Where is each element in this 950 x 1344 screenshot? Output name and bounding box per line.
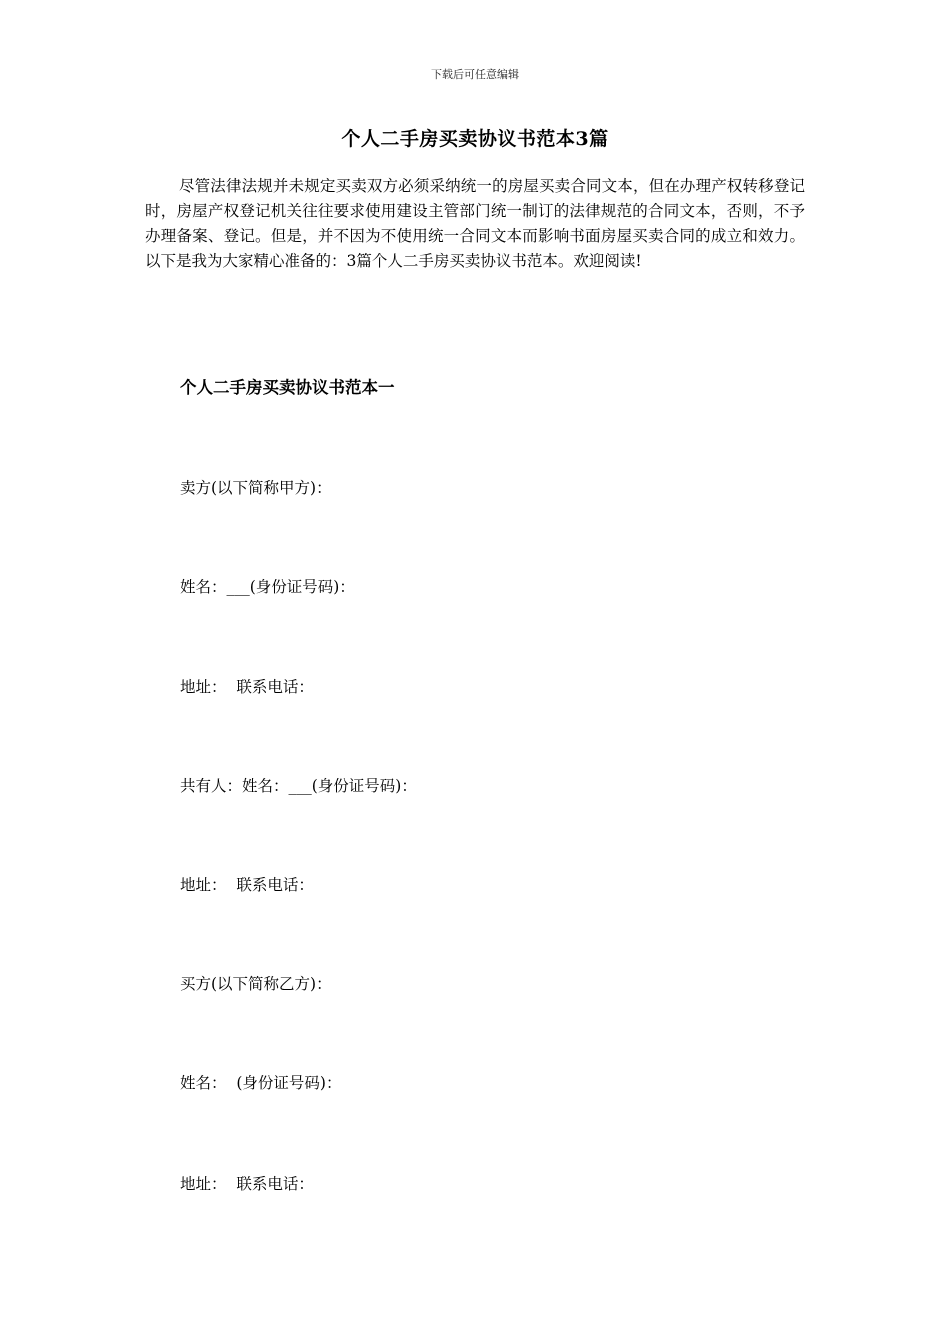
section-heading: 个人二手房买卖协议书范本一 [180, 378, 395, 397]
co-owner-address-line: 地址： 联系电话： [180, 876, 314, 894]
seller-name-line: 姓名：___(身份证号码)： [180, 578, 355, 596]
buyer-label: 买方(以下简称乙方)： [180, 975, 332, 993]
buyer-name-line: 姓名： (身份证号码)： [180, 1074, 342, 1092]
document-title: 个人二手房买卖协议书范本3篇 [341, 128, 609, 150]
buyer-address-line: 地址： 联系电话： [180, 1175, 314, 1193]
seller-label: 卖方(以下简称甲方)： [180, 479, 332, 497]
co-owner-name-line: 共有人：姓名：___(身份证号码)： [180, 777, 417, 795]
seller-address-line: 地址： 联系电话： [180, 678, 314, 696]
intro-paragraph: 尽管法律法规并未规定买卖双方必须采纳统一的房屋买卖合同文本，但在办理产权转移登记时，房屋产权登记机关往往要求使用建设主管部门统一制订的法律规范的合同文本，否则，不予办理备案、登记。但是，并不因为不使用统一合同文本而影响书面房屋买卖合同的成立和效力。以下是我为大家精心准备的：3篇个人二手房买卖协议书范本。欢迎阅读! [145, 177, 805, 270]
header-note: 下载后可任意编辑 [431, 68, 519, 81]
